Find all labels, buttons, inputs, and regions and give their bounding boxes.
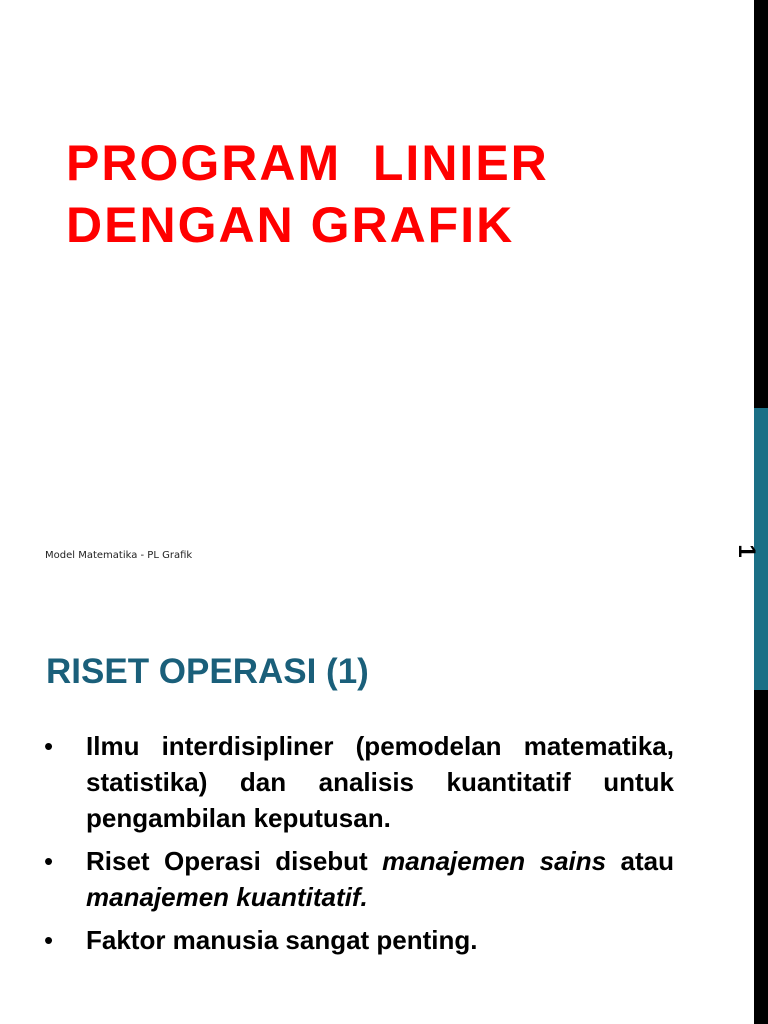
bullet-item xyxy=(44,843,674,915)
bullet-icon: • xyxy=(44,731,54,761)
bullet-text xyxy=(86,843,674,915)
slide-title: RISET OPERASI (1) xyxy=(46,652,369,691)
slide-title xyxy=(66,132,549,256)
title-line-2: DENGAN GRAFIK xyxy=(66,197,515,253)
bullet-list xyxy=(44,728,674,965)
bullet-icon: • xyxy=(44,846,54,876)
bullet-text-part: Riset Operasi disebut xyxy=(86,846,383,876)
bullet-text: Faktor manusia sangat penting. xyxy=(86,925,478,955)
slide-2 xyxy=(0,596,754,1024)
slide-footer: Model Matematika - PL Grafik xyxy=(45,550,193,561)
title-line-1: PROGRAM LINIER xyxy=(66,135,549,191)
bullet-icon: • xyxy=(44,925,54,955)
bullet-italic-term: manajemen sains xyxy=(382,846,607,876)
bullet-italic-term: manajemen kuantitatif. xyxy=(86,882,368,912)
bullet-item xyxy=(44,922,674,958)
page-number: 1 xyxy=(733,544,760,558)
bullet-item xyxy=(44,728,674,836)
bullet-text: Ilmu interdisipliner (pemodelan matematika, statistika) dan analisis kuantitatif untuk pengambilan keputusan. xyxy=(86,731,674,833)
bullet-text-part: atau xyxy=(606,846,674,876)
